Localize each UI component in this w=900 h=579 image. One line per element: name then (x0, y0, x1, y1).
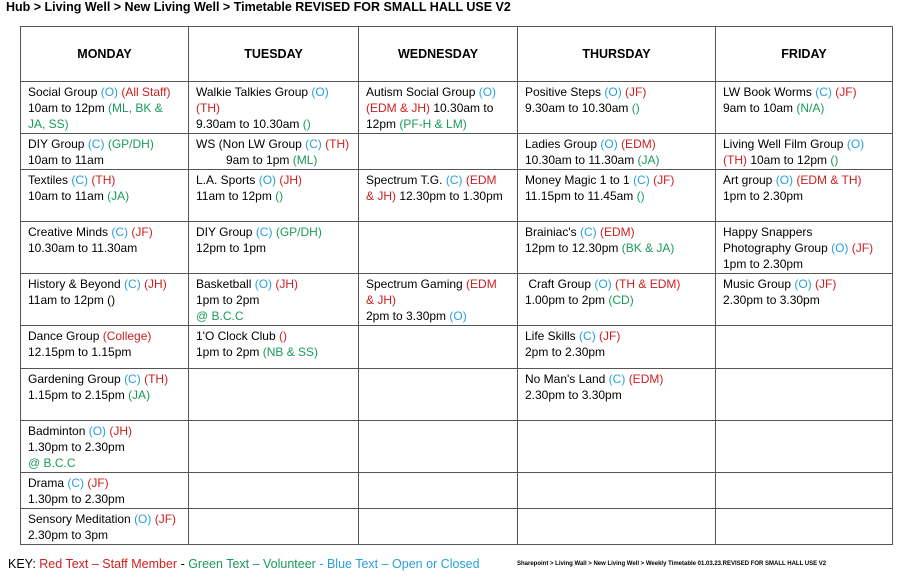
cell-text: Textiles (28, 173, 72, 187)
cell-text: & JH) (366, 293, 396, 307)
cell-line (28, 172, 183, 188)
cell-text: (O) (594, 277, 612, 291)
cell-line (525, 84, 710, 100)
cell-text: DIY Group (196, 225, 256, 239)
cell-line (525, 292, 710, 308)
table-row (21, 170, 893, 222)
timetable-cell-tuesday (189, 170, 359, 222)
cell-text: (O) (604, 85, 622, 99)
cell-text: (JH) (144, 277, 167, 291)
timetable-cell-monday (21, 134, 189, 170)
cell-line (28, 116, 183, 132)
cell-text: 2.30pm to 3.30pm (525, 388, 622, 402)
cell-text: 12.15pm to 1.15pm (28, 345, 132, 359)
cell-text: (JF) (815, 277, 837, 291)
cell-text: (JF) (851, 241, 874, 255)
cell-text: (C) (71, 173, 89, 187)
cell-line (525, 100, 710, 116)
cell-text: (EDM) (628, 372, 664, 386)
cell-line (28, 84, 183, 100)
timetable-body (21, 82, 893, 545)
cell-text: 1.15pm to 2.15pm (28, 388, 129, 402)
cell-text: (O) (478, 85, 497, 99)
empty-cell (716, 473, 893, 509)
cell-text: DIY Group (28, 137, 88, 151)
cell-line (525, 152, 710, 168)
cell-text: @ B.C.C (28, 456, 76, 470)
cell-line (28, 491, 183, 507)
cell-text: Gardening Group (28, 372, 125, 386)
cell-line (525, 136, 710, 152)
table-row (21, 222, 893, 274)
cell-text: (C) (87, 137, 105, 151)
table-row (21, 369, 893, 421)
timetable (20, 26, 893, 545)
table-row (21, 82, 893, 134)
cell-text: L.A. Sports (196, 173, 259, 187)
timetable-cell-thursday (518, 326, 716, 369)
cell-line (366, 292, 512, 308)
empty-cell (359, 222, 518, 274)
cell-line (525, 240, 710, 256)
cell-line (525, 276, 710, 292)
timetable-cell-thursday (518, 274, 716, 326)
timetable-cell-thursday (518, 369, 716, 421)
timetable-cell-thursday (518, 134, 716, 170)
timetable-cell-tuesday (189, 222, 359, 274)
timetable-cell-monday (21, 82, 189, 134)
empty-cell (359, 134, 518, 170)
key-separator: - (177, 557, 189, 571)
footer-path: Sharepoint > Living Wall > New Living Well > Weekly Timetable 01.03.23.REVISED FOR SMALL HALL USE V2 (517, 561, 827, 567)
empty-cell (359, 509, 518, 545)
empty-cell (189, 509, 359, 545)
cell-line (525, 387, 710, 403)
cell-text: 10.30am to 11.30am (525, 153, 638, 167)
cell-line (28, 328, 183, 344)
cell-text: Living Well Film Group (723, 137, 847, 151)
cell-line (28, 439, 183, 455)
cell-text: (EDM (466, 277, 497, 291)
cell-text: (O) (846, 137, 865, 151)
cell-text: (NB & SS) (262, 345, 319, 359)
cell-text: (TH) (91, 173, 116, 187)
cell-text: (O) (88, 424, 107, 438)
cell-text: Happy Snappers (723, 225, 813, 239)
cell-text: (TH) (144, 372, 169, 386)
day-header-wednesday: WEDNESDAY (359, 27, 518, 82)
cell-text: Craft Group (525, 277, 595, 291)
cell-line (723, 276, 887, 292)
cell-text: 10am to 11am (28, 189, 108, 203)
cell-text: (O) (254, 277, 273, 291)
cell-line (366, 188, 512, 204)
cell-text: (JA) (107, 189, 130, 203)
empty-cell (716, 369, 893, 421)
cell-text: 11am to 12pm (196, 189, 276, 203)
cell-text: 12pm (366, 117, 400, 131)
cell-line (366, 116, 512, 132)
cell-line (196, 136, 353, 152)
cell-text: (C) (633, 173, 650, 187)
cell-text: (C) (124, 372, 141, 386)
cell-line (525, 328, 710, 344)
cell-text: (O) (600, 137, 618, 151)
cell-text: (College) (102, 329, 152, 343)
cell-text: 1.30pm to 2.30pm (28, 440, 125, 454)
cell-text: @ B.C.C (196, 309, 244, 323)
cell-text: (O) (831, 241, 849, 255)
cell-text: Dance Group (28, 329, 103, 343)
day-header-friday: FRIDAY (716, 27, 893, 82)
timetable-cell-friday (716, 222, 893, 274)
cell-text: 11.15pm to 11.45am (525, 189, 637, 203)
cell-text: (JF) (625, 85, 647, 99)
day-header-tuesday: TUESDAY (189, 27, 359, 82)
empty-cell (189, 473, 359, 509)
cell-text: Life Skills (525, 329, 580, 343)
timetable-cell-friday (716, 274, 893, 326)
colour-key (8, 557, 480, 571)
cell-text: (O) (449, 309, 467, 323)
cell-line (723, 256, 887, 272)
cell-line (28, 423, 183, 439)
cell-text: (EDM) (600, 225, 635, 239)
cell-text: & JH) (366, 189, 396, 203)
table-row (21, 326, 893, 369)
key-separator: - (315, 557, 327, 571)
timetable-cell-friday (716, 134, 893, 170)
cell-text: 9am to 10am (723, 101, 797, 115)
cell-text: (JF) (87, 476, 109, 490)
cell-text: 2pm to 2.30pm (525, 345, 606, 359)
empty-cell (189, 369, 359, 421)
cell-line (196, 292, 353, 308)
cell-text: Badminton (28, 424, 89, 438)
cell-line (28, 240, 183, 256)
table-row (21, 473, 893, 509)
cell-text: (O) (258, 173, 277, 187)
cell-text: Social Group (28, 85, 101, 99)
timetable-cell-monday (21, 222, 189, 274)
cell-text: Basketball (196, 277, 255, 291)
cell-text: Autism Social Group (366, 85, 479, 99)
cell-text: Drama (28, 476, 68, 490)
cell-text: 10am to 11am (28, 153, 104, 167)
timetable-cell-monday (21, 326, 189, 369)
cell-text: (EDM) (621, 137, 656, 151)
empty-cell (518, 473, 716, 509)
key-blue: Blue Text – Open or Closed (326, 557, 480, 571)
cell-text: 10am to 12pm (28, 101, 109, 115)
cell-text: Walkie Talkies Group (196, 85, 312, 99)
cell-text: (JH) (279, 173, 303, 187)
cell-text: (JH) (109, 424, 133, 438)
table-row (21, 509, 893, 545)
cell-text: 1pm to 2.30pm (723, 257, 804, 271)
cell-text: (JF) (653, 173, 675, 187)
cell-text: () (830, 153, 839, 167)
cell-text: Art group (723, 173, 776, 187)
cell-line (28, 276, 183, 292)
cell-text: (CD) (608, 293, 634, 307)
empty-cell (716, 326, 893, 369)
cell-text: () (275, 189, 284, 203)
cell-line (196, 224, 353, 240)
cell-line (196, 84, 353, 100)
timetable-cell-monday (21, 369, 189, 421)
table-row (21, 274, 893, 326)
timetable-cell-monday (21, 274, 189, 326)
cell-text: Creative Minds (28, 225, 112, 239)
cell-text: (O) (134, 512, 152, 526)
empty-cell (716, 421, 893, 473)
page-title: Hub > Living Well > New Living Well > Timetable REVISED FOR SMALL HALL USE V2 (6, 0, 511, 14)
cell-text: History & Beyond (28, 277, 125, 291)
cell-text: 1.30pm to 2.30pm (28, 492, 125, 506)
cell-text: (C) (124, 277, 141, 291)
cell-text: (GP/DH) (275, 225, 322, 239)
cell-text: Spectrum T.G. (366, 173, 446, 187)
cell-line (525, 344, 710, 360)
cell-text: Music Group (723, 277, 795, 291)
cell-line (196, 152, 353, 168)
cell-line (196, 188, 353, 204)
cell-text: Money Magic 1 to 1 (525, 173, 634, 187)
cell-line (366, 100, 512, 116)
timetable-cell-monday (21, 473, 189, 509)
day-header-monday: MONDAY (21, 27, 189, 82)
cell-text: (JF) (835, 85, 857, 99)
cell-text: 2.30pm to 3.30pm (723, 293, 820, 307)
cell-line (525, 371, 710, 387)
cell-line (28, 292, 183, 308)
cell-text: WS (Non LW Group (196, 137, 306, 151)
cell-line (28, 136, 183, 152)
empty-cell (359, 473, 518, 509)
timetable-cell-monday (21, 421, 189, 473)
cell-line (28, 188, 183, 204)
cell-text: 1pm to 2pm (196, 345, 263, 359)
table-row (21, 134, 893, 170)
cell-line (723, 172, 887, 188)
cell-text: (C) (579, 225, 597, 239)
cell-text: (PF-H & LM) (399, 117, 467, 131)
empty-cell (359, 326, 518, 369)
cell-text: (BK & JA) (621, 241, 675, 255)
cell-text: (JF) (131, 225, 153, 239)
cell-line (196, 100, 353, 116)
cell-text: (C) (67, 476, 85, 490)
cell-text: (TH) (325, 137, 350, 151)
timetable-cell-monday (21, 509, 189, 545)
timetable-cell-friday (716, 170, 893, 222)
cell-line (196, 116, 353, 132)
cell-line (525, 224, 710, 240)
table-row (21, 421, 893, 473)
cell-text: No Man's Land (525, 372, 609, 386)
cell-text: (O) (775, 173, 794, 187)
cell-text: (C) (255, 225, 273, 239)
cell-text: Sensory Meditation (28, 512, 135, 526)
empty-cell (189, 421, 359, 473)
cell-text: 2pm to 3.30pm (366, 309, 450, 323)
cell-line (28, 527, 183, 543)
cell-text: 10.30am to (430, 101, 494, 115)
cell-text: (EDM & JH) (366, 101, 430, 115)
cell-text: (C) (608, 372, 626, 386)
cell-text: 11am to 12pm () (28, 293, 116, 307)
timetable-cell-monday (21, 170, 189, 222)
cell-text: (C) (579, 329, 596, 343)
timetable-cell-wednesday (359, 170, 518, 222)
cell-line (28, 387, 183, 403)
cell-text: (All Staff) (121, 85, 171, 99)
cell-text: 10.30am to 11.30am (28, 241, 138, 255)
timetable-cell-tuesday (189, 82, 359, 134)
cell-text: LW Book Worms (723, 85, 816, 99)
cell-text: Positive Steps (525, 85, 605, 99)
cell-text: (C) (111, 225, 129, 239)
key-green: Green Text – Volunteer (188, 557, 316, 571)
cell-text: 9.30am to 10.30am (196, 117, 303, 131)
cell-text: (C) (815, 85, 832, 99)
cell-line (723, 136, 887, 152)
cell-text: () (631, 101, 640, 115)
cell-line (723, 152, 887, 168)
cell-line (196, 344, 353, 360)
cell-text: 12.30pm to 1.30pm (396, 189, 503, 203)
cell-line (723, 292, 887, 308)
cell-line (525, 172, 710, 188)
cell-line (723, 224, 887, 240)
cell-text: 1pm to 2.30pm (723, 189, 804, 203)
cell-text: (TH & EDM) (615, 277, 681, 291)
cell-line (723, 84, 887, 100)
cell-line (28, 371, 183, 387)
cell-text: (TH) (723, 153, 747, 167)
cell-text: 10am to 12pm (747, 153, 831, 167)
cell-text: (EDM & TH) (796, 173, 862, 187)
day-header-row (21, 27, 893, 82)
cell-line (196, 308, 353, 324)
cell-line (196, 240, 353, 256)
cell-text: (JA) (128, 388, 151, 402)
cell-text: (O) (794, 277, 812, 291)
cell-line (366, 276, 512, 292)
cell-line (525, 188, 710, 204)
timetable-cell-thursday (518, 82, 716, 134)
empty-cell (359, 421, 518, 473)
cell-text: (TH) (196, 101, 220, 115)
cell-text: (EDM (465, 173, 497, 187)
cell-line (196, 172, 353, 188)
cell-text: (O) (311, 85, 329, 99)
cell-text: Spectrum Gaming (366, 277, 467, 291)
cell-line (366, 308, 512, 324)
cell-text: 12pm to 12.30pm (525, 241, 622, 255)
day-header-thursday: THURSDAY (518, 27, 716, 82)
cell-line (723, 240, 887, 256)
cell-text: 2.30pm to 3pm (28, 528, 109, 542)
cell-text: 9.30am to 10.30am (525, 101, 632, 115)
timetable-cell-thursday (518, 170, 716, 222)
cell-text: Photography Group (723, 241, 832, 255)
timetable-cell-wednesday (359, 274, 518, 326)
cell-text: (JA) (637, 153, 660, 167)
cell-text: 1.00pm to 2pm (525, 293, 609, 307)
cell-line (196, 328, 353, 344)
cell-text: () (279, 329, 287, 343)
cell-text: 9am to 1pm (226, 153, 293, 167)
cell-text: (GP/DH) (107, 137, 154, 151)
cell-line (723, 188, 887, 204)
cell-text: (JH) (275, 277, 299, 291)
cell-text: (C) (445, 173, 463, 187)
empty-cell (716, 509, 893, 545)
timetable-cell-wednesday (359, 82, 518, 134)
cell-line (28, 344, 183, 360)
cell-line (28, 455, 183, 471)
empty-cell (518, 421, 716, 473)
cell-text: (O) (100, 85, 119, 99)
cell-line (28, 511, 183, 527)
cell-text: 12pm to 1pm (196, 241, 267, 255)
cell-line (28, 152, 183, 168)
cell-text: (ML, BK & (108, 101, 163, 115)
cell-text: 1pm to 2pm (196, 293, 260, 307)
cell-line (28, 100, 183, 116)
cell-text: () (636, 189, 645, 203)
timetable-cell-thursday (518, 222, 716, 274)
cell-text: (ML) (292, 153, 318, 167)
cell-line (28, 224, 183, 240)
timetable-cell-friday (716, 82, 893, 134)
cell-text: JA, SS) (28, 117, 69, 131)
cell-line (196, 276, 353, 292)
cell-text: (JF) (154, 512, 177, 526)
cell-text: () (302, 117, 311, 131)
cell-text: Ladies Group (525, 137, 601, 151)
cell-text: Brainiac's (525, 225, 580, 239)
cell-text: (C) (305, 137, 322, 151)
empty-cell (359, 369, 518, 421)
timetable-cell-tuesday (189, 134, 359, 170)
empty-cell (518, 509, 716, 545)
key-label: KEY: (8, 557, 40, 571)
cell-text: (JF) (599, 329, 621, 343)
cell-text: (N/A) (796, 101, 825, 115)
timetable-cell-tuesday (189, 326, 359, 369)
timetable-cell-tuesday (189, 274, 359, 326)
cell-line (723, 100, 887, 116)
cell-line (28, 475, 183, 491)
cell-text: 1'O Clock Club (196, 329, 279, 343)
cell-line (366, 172, 512, 188)
key-red: Red Text – Staff Member (39, 557, 178, 571)
cell-line (366, 84, 512, 100)
